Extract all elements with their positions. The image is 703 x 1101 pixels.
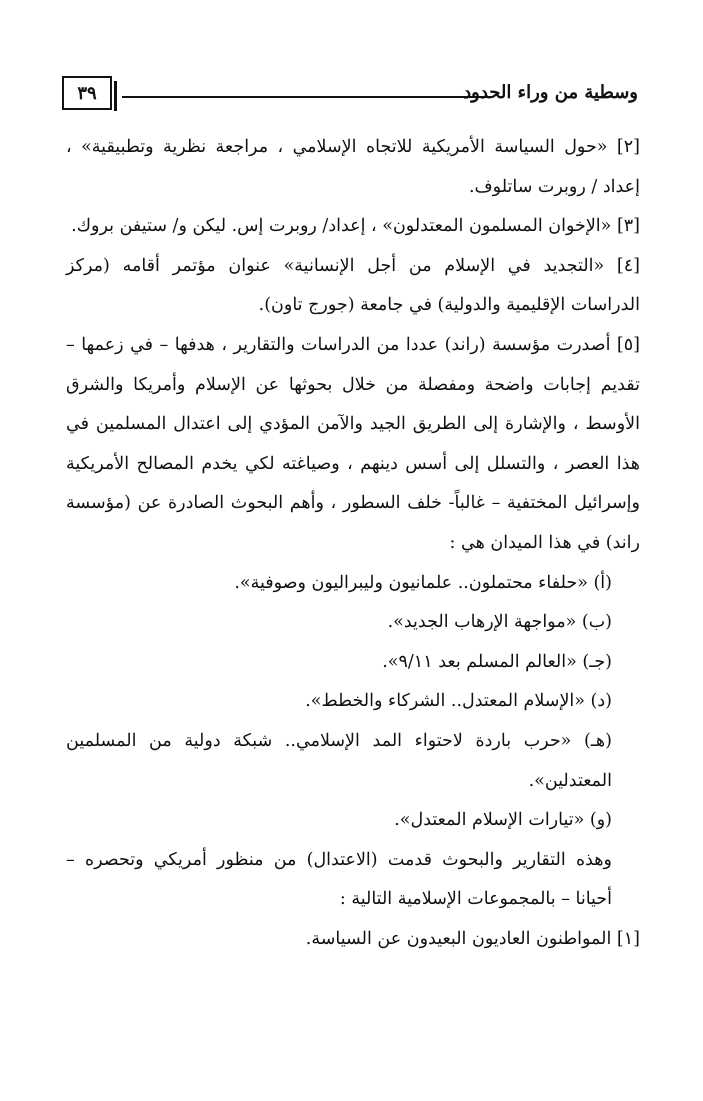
footnote-2: [٢] «حول السياسة الأمريكية للاتجاه الإسلامي ، مراجعة نظرية وتطبيقية» ، إعداد / روبرت ساتلوف.: [66, 137, 640, 197]
footnote-4: [٤] «التجديد في الإسلام من أجل الإنسانية» عنوان مؤتمر أقامه (مركز الدراسات الإقليمية والدولية) في جامعة (جورج تاون).: [66, 255, 640, 316]
list-item-c: (جـ) «العالم المسلم بعد ٩/١١».: [382, 651, 612, 672]
page-number: ٣٩: [62, 76, 112, 110]
footnote-5: [٥] أصدرت مؤسسة (راند) عددا من الدراسات والتقارير ، هدفها – في زعمها – تقديم إجابات واضحة ومفصلة من خلال بحوثها عن الإسلام وأمريكا والشرق الأوسط ، والإشارة إلى الطريق الجيد والآمن المؤدي إلى اعتدال المسلمين في هذا العصر ، والتسلل إلى أسس دينهم ، وصياغته لكي يخدم المصالح الأمريكية وإسرائيل المختفية – غالباً- خلف السطور ، وأهم البحوث الصادرة عن (مؤسسة راند) في هذا الميدان هي :: [66, 334, 640, 553]
footnote-3: [٣] «الإخوان المسلمون المعتدلون» ، إعداد/ روبرت إس. ليكن و/ ستيفن بروك.: [71, 216, 640, 237]
list-item-b: (ب) «مواجهة الإرهاب الجديد».: [387, 612, 612, 633]
running-header: [62, 74, 638, 114]
list-item-a: (أ) «حلفاء محتملون.. علمانيون وليبراليون وصوفية».: [234, 572, 612, 593]
list-item-e: (هـ) «حرب باردة لاحتواء المد الإسلامي.. شبكة دولية من المسلمين المعتدلين».: [66, 730, 612, 791]
body-text: [66, 128, 640, 959]
running-title: وسطية من وراء الحدود: [463, 82, 638, 103]
list-item-f: (و) «تيارات الإسلام المعتدل».: [394, 810, 612, 831]
footnote-1-list-start: [١] المواطنون العاديون البعيدون عن السياسة.: [305, 928, 640, 949]
list-item-d: (د) «الإسلام المعتدل.. الشركاء والخطط».: [305, 691, 612, 712]
header-rule: [122, 96, 488, 98]
closing-paragraph: وهذه التقارير والبحوث قدمت (الاعتدال) من منظور أمريكي وتحصره – أحيانا – بالمجموعات الإسلامية التالية :: [66, 849, 612, 910]
